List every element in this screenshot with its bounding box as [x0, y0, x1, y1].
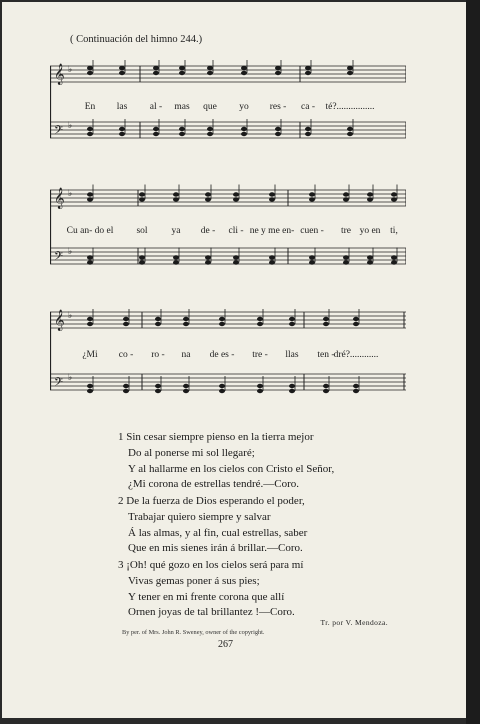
note-head	[347, 127, 353, 131]
note-head	[305, 71, 311, 75]
note-head	[233, 255, 239, 259]
lyric-syllable: ten -	[317, 350, 335, 360]
note-head	[179, 127, 185, 131]
lyric-syllable: té?................	[325, 102, 375, 112]
hymnal-page	[2, 2, 472, 718]
note-head	[257, 322, 263, 326]
note-head	[323, 322, 329, 326]
lyric-syllable: na	[181, 350, 191, 360]
note-head	[87, 260, 93, 264]
note-head	[119, 66, 125, 70]
note-head	[87, 127, 93, 131]
note-head	[233, 192, 239, 196]
flat-sign-icon: ♭	[68, 65, 73, 75]
bass-clef-icon: 𝄢	[54, 250, 64, 266]
note-head	[139, 197, 145, 201]
note-head	[269, 260, 275, 264]
note-head	[183, 317, 189, 321]
note-head	[241, 127, 247, 131]
note-head	[173, 260, 179, 264]
note-head	[353, 389, 359, 393]
note-head	[205, 260, 211, 264]
treble-clef-icon: 𝄞	[54, 64, 65, 85]
note-head	[173, 255, 179, 259]
note-head	[183, 322, 189, 326]
note-head	[153, 66, 159, 70]
note-head	[233, 260, 239, 264]
lyric-syllable: ya	[171, 226, 181, 236]
lyric-syllable: tre -	[252, 350, 268, 360]
note-head	[207, 71, 213, 75]
note-head	[205, 255, 211, 259]
flat-sign-icon: ♭	[68, 189, 73, 199]
note-head	[343, 192, 349, 196]
note-head	[119, 71, 125, 75]
flat-sign-icon: ♭	[68, 121, 73, 131]
lyric-syllable: llas	[285, 350, 299, 360]
note-head	[233, 197, 239, 201]
stanza-2	[118, 494, 307, 557]
stanza-3	[118, 558, 303, 621]
copyright-notice: By per. of Mrs. John R. Sweney, owner of the copyright.	[122, 629, 265, 636]
lyric-syllable: dré?............	[333, 350, 379, 360]
note-head	[367, 255, 373, 259]
note-head	[353, 384, 359, 388]
note-head	[87, 197, 93, 201]
note-head	[391, 192, 397, 196]
note-head	[309, 192, 315, 196]
lyric-line-2	[50, 226, 406, 240]
lyric-syllable: cuen -	[300, 226, 324, 236]
note-head	[87, 389, 93, 393]
note-head	[139, 255, 145, 259]
flat-sign-icon: ♭	[68, 373, 73, 383]
note-head	[179, 132, 185, 136]
note-head	[367, 192, 373, 196]
note-head	[309, 260, 315, 264]
note-head	[139, 260, 145, 264]
stanza-line: Ornen joyas de tal brillantez !—Coro.	[128, 606, 295, 619]
lyric-syllable: res -	[269, 102, 287, 112]
note-head	[219, 389, 225, 393]
note-head	[257, 317, 263, 321]
lyric-syllable: mas	[174, 102, 190, 112]
stanza-line: Trabajar quiero siempre y salvar	[128, 510, 271, 523]
note-head	[155, 389, 161, 393]
lyric-syllable: En	[84, 102, 96, 112]
lyric-syllable: ¿Mi	[82, 350, 98, 360]
note-head	[347, 132, 353, 136]
note-head	[289, 317, 295, 321]
note-head	[353, 322, 359, 326]
note-head	[343, 255, 349, 259]
note-head	[305, 132, 311, 136]
note-head	[347, 66, 353, 70]
stanza-line: 3 ¡Oh! qué gozo en los cielos será para mí	[118, 559, 304, 571]
note-head	[275, 127, 281, 131]
note-head	[289, 384, 295, 388]
stanza-line: Á las almas, y al fin, cual estrellas, saber	[128, 526, 308, 539]
note-head	[119, 127, 125, 131]
note-head	[269, 197, 275, 201]
stanza-line: 2 De la fuerza de Dios esperando el poder,	[118, 495, 305, 507]
stanza-line: Que en mis sienes irán á brillar.—Coro.	[128, 542, 303, 555]
lyric-line-3	[50, 350, 406, 364]
note-head	[123, 384, 129, 388]
stanza-line: Do al ponerse mi sol llegaré;	[128, 446, 255, 459]
note-head	[153, 132, 159, 136]
note-head	[123, 389, 129, 393]
note-head	[207, 127, 213, 131]
lyric-line-1	[50, 102, 406, 116]
lyric-syllable: ro -	[151, 350, 165, 360]
lyric-syllable: al -	[149, 102, 163, 112]
note-head	[309, 255, 315, 259]
note-head	[173, 197, 179, 201]
bass-clef-icon: 𝄢	[54, 376, 64, 392]
lyric-syllable: ne y me en-	[249, 226, 295, 236]
note-head	[87, 322, 93, 326]
lyric-syllable: Cu an- do el	[66, 226, 114, 236]
note-head	[347, 71, 353, 75]
book-edge	[466, 0, 480, 724]
stanza-line: Vivas gemas poner á sus pies;	[128, 574, 260, 587]
note-head	[87, 66, 93, 70]
treble-clef-icon: 𝄞	[54, 188, 65, 209]
note-head	[343, 260, 349, 264]
note-head	[269, 255, 275, 259]
note-head	[275, 132, 281, 136]
note-head	[87, 71, 93, 75]
flat-sign-icon: ♭	[68, 311, 73, 321]
note-head	[257, 384, 263, 388]
note-head	[87, 132, 93, 136]
note-head	[205, 192, 211, 196]
page-number: 267	[218, 639, 233, 650]
stanza-line: Y al hallarme en los cielos con Cristo el Señor,	[128, 462, 335, 475]
note-head	[343, 197, 349, 201]
note-head	[269, 192, 275, 196]
note-head	[305, 127, 311, 131]
note-head	[289, 322, 295, 326]
continuation-heading: ( Continuación del himno 244.)	[70, 34, 203, 45]
lyric-syllable: las	[116, 102, 128, 112]
stanza-line: 1 Sin cesar siempre pienso en la tierra mejor	[118, 431, 314, 443]
note-head	[391, 197, 397, 201]
lyric-syllable: ti,	[390, 226, 398, 236]
note-head	[139, 192, 145, 196]
note-head	[309, 197, 315, 201]
note-head	[153, 71, 159, 75]
note-head	[323, 317, 329, 321]
stanza-line: ¿Mi corona de estrellas tendré.—Coro.	[128, 478, 300, 491]
note-head	[241, 132, 247, 136]
note-head	[207, 132, 213, 136]
stanza-line: Y tener en mi frente corona que allí	[128, 590, 285, 603]
note-head	[155, 322, 161, 326]
note-head	[87, 255, 93, 259]
note-head	[183, 384, 189, 388]
note-head	[87, 384, 93, 388]
note-head	[219, 322, 225, 326]
music-system-2	[50, 182, 406, 282]
stanza-1	[118, 430, 334, 493]
note-head	[391, 255, 397, 259]
lyric-syllable: que	[203, 102, 217, 112]
lyric-syllable: tre	[340, 226, 352, 236]
flat-sign-icon: ♭	[68, 247, 73, 257]
note-head	[289, 389, 295, 393]
note-head	[391, 260, 397, 264]
note-head	[119, 132, 125, 136]
note-head	[155, 384, 161, 388]
note-head	[87, 317, 93, 321]
note-head	[179, 71, 185, 75]
note-head	[367, 260, 373, 264]
note-head	[173, 192, 179, 196]
note-head	[155, 317, 161, 321]
note-head	[219, 317, 225, 321]
note-head	[205, 197, 211, 201]
note-head	[241, 71, 247, 75]
lyric-syllable: sol	[136, 226, 148, 236]
note-head	[123, 322, 129, 326]
lyric-syllable: de es -	[209, 350, 235, 360]
note-head	[153, 127, 159, 131]
lyric-syllable: de -	[200, 226, 216, 236]
note-head	[353, 317, 359, 321]
note-head	[183, 389, 189, 393]
bass-clef-icon: 𝄢	[54, 124, 64, 140]
lyric-syllable: cli -	[228, 226, 244, 236]
note-head	[207, 66, 213, 70]
note-head	[323, 389, 329, 393]
music-system-3	[50, 304, 406, 414]
note-head	[123, 317, 129, 321]
note-head	[219, 384, 225, 388]
lyric-syllable: co -	[118, 350, 134, 360]
translator-credit: Tr. por V. Mendoza.	[320, 618, 388, 627]
note-head	[367, 197, 373, 201]
note-head	[241, 66, 247, 70]
music-system-1	[50, 60, 406, 160]
note-head	[87, 192, 93, 196]
lyric-syllable: ca -	[301, 102, 315, 112]
note-head	[323, 384, 329, 388]
note-head	[179, 66, 185, 70]
lyric-syllable: yo	[239, 102, 249, 112]
treble-clef-icon: 𝄞	[54, 310, 65, 331]
note-head	[257, 389, 263, 393]
note-head	[275, 66, 281, 70]
note-head	[305, 66, 311, 70]
note-head	[275, 71, 281, 75]
lyric-syllable: yo en	[359, 226, 381, 236]
